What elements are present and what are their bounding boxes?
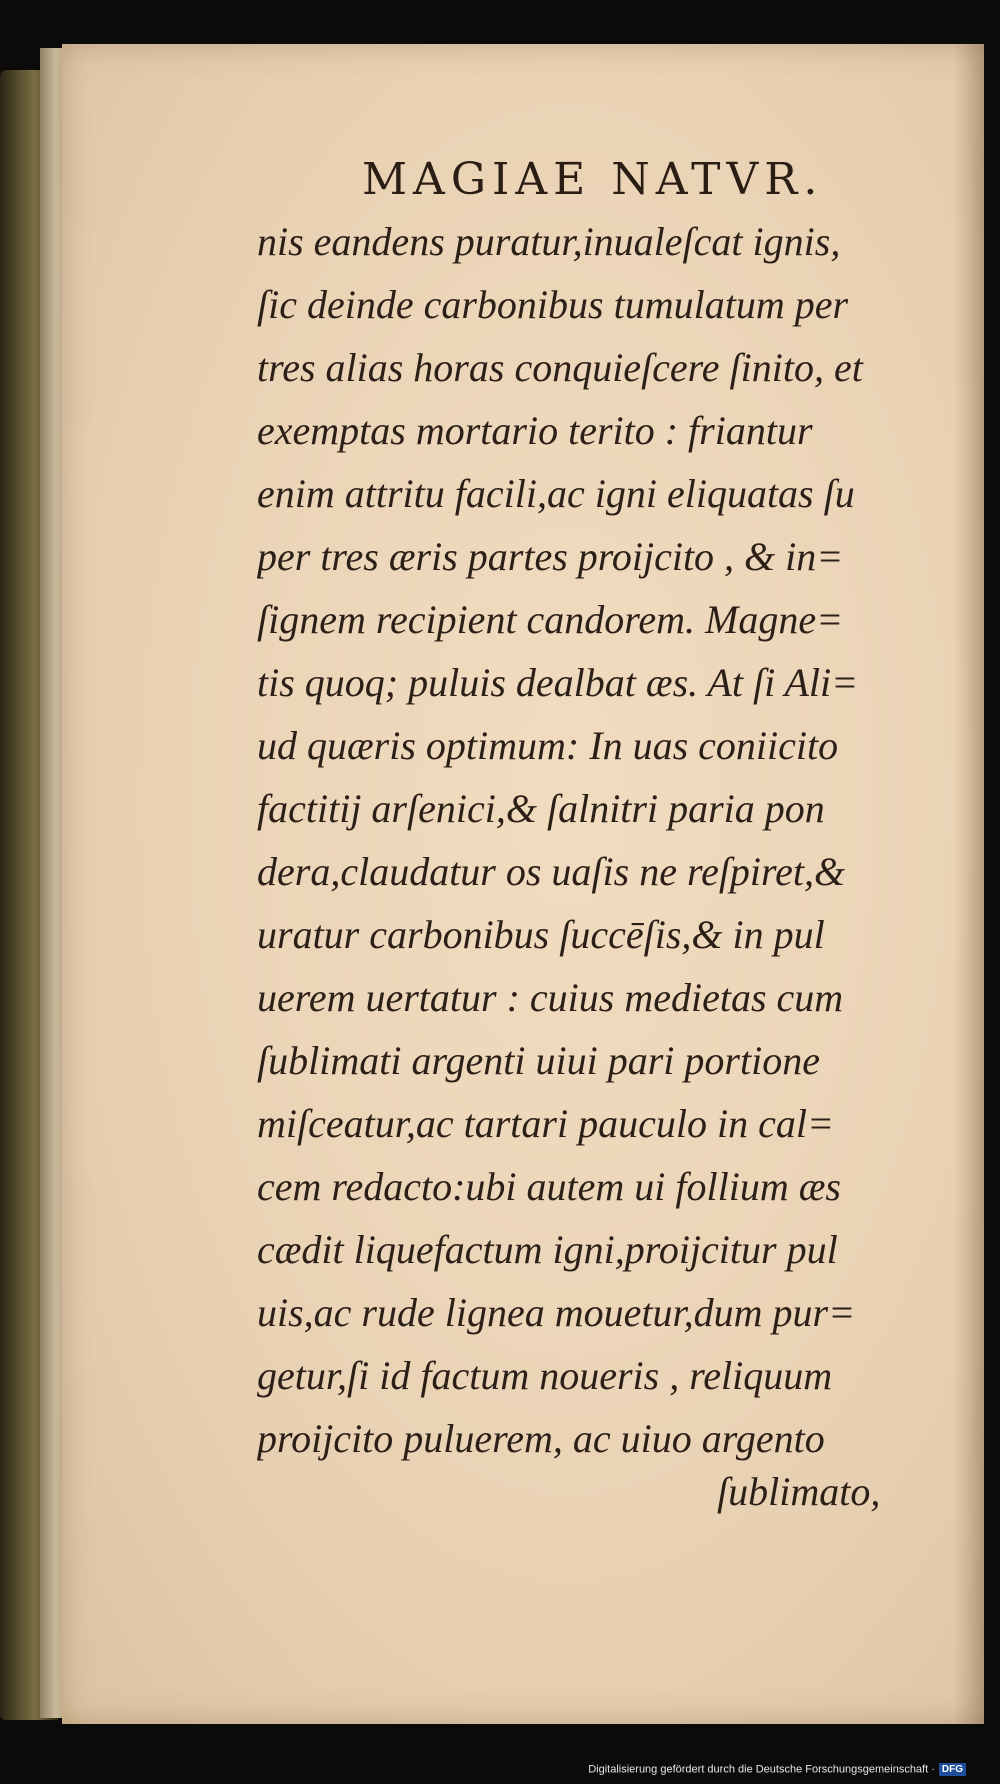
text-line: nis eandens puratur,inualeſcat ignis, [257,219,841,264]
text-line: uerem uertatur : cuius medietas cum [257,975,844,1020]
body-text [257,210,947,1470]
text-line: proijcito puluerem, ac uiuo argento [257,1416,825,1461]
page-shadow [954,44,984,1724]
text-line: ſignem recipient candorem. Magne= [257,597,844,642]
text-line: tres alias horas conquieſcere ſinito, et [257,345,863,390]
text-line: cem redacto:ubi autem ui follium æs [257,1164,841,1209]
dfg-logo-badge: DFG [939,1763,966,1776]
book-page [62,44,984,1724]
text-line: getur,ſi id factum noueris , reliquum [257,1353,833,1398]
text-line: per tres æris partes proijcito , & in= [257,534,844,579]
text-line: uratur carbonibus ſuccēſis,& in pul [257,912,825,957]
digitization-credit [588,1763,966,1776]
text-line: factitij arſenici,& ſalnitri paria pon [257,786,825,831]
credit-text: Digitalisierung gefördert durch die Deutsche Forschungsgemeinschaft · [588,1763,935,1776]
text-line: dera,claudatur os uaſis ne reſpiret,& [257,849,846,894]
text-line: enim attritu facili,ac igni eliquatas ſu [257,471,855,516]
text-line: exemptas mortario terito : friantur [257,408,813,453]
text-line: miſceatur,ac tartari pauculo in cal= [257,1101,834,1146]
text-line: ſic deinde carbonibus tumulatum per [257,282,849,327]
text-line: ſublimati argenti uiui pari portione [257,1038,820,1083]
catchword: ſublimato, [717,1469,881,1514]
text-line: uis,ac rude lignea mouetur,dum pur= [257,1290,856,1335]
text-line: cædit liquefactum igni,proijcitur pul [257,1227,838,1272]
text-line: ud quæris optimum: In uas coniicito [257,723,839,768]
text-line: tis quoq; puluis dealbat æs. At ſi Ali= [257,660,859,705]
running-header: MAGIAE NATVR. [362,154,824,205]
